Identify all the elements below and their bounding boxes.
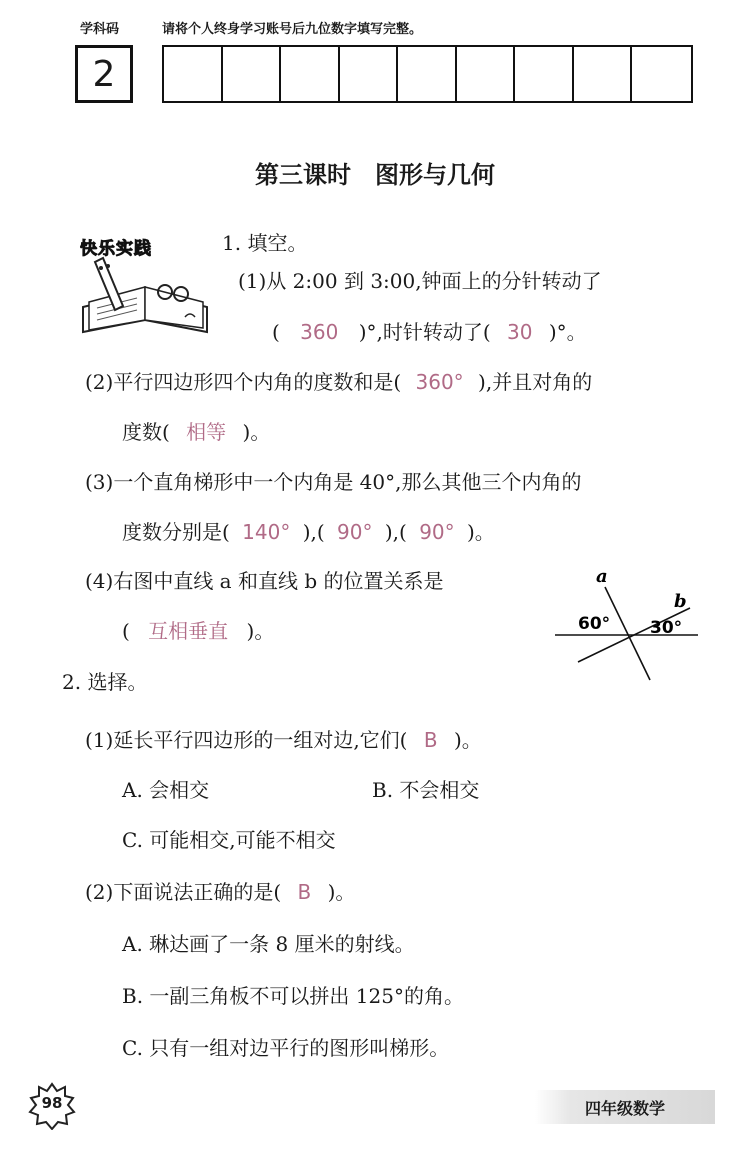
paren-open: ( (122, 619, 130, 643)
digit-box[interactable] (457, 47, 516, 101)
subject-code-label: 学科码 (80, 22, 120, 37)
q1-p4-line2 (122, 621, 274, 641)
text-segment: 度数( (122, 420, 170, 444)
text-segment: (2)平行四边形四个内角的度数和是( (85, 370, 402, 394)
digit-box[interactable] (574, 47, 633, 101)
paren-open: ( (272, 320, 280, 344)
digit-box[interactable] (281, 47, 340, 101)
subject-code-value: 2 (92, 53, 116, 95)
q1-p2-line2 (122, 422, 270, 442)
text-segment: (1)延长平行四边形的一组对边,它们( (85, 728, 408, 752)
q1-p2-line1 (85, 372, 592, 392)
q2-p2-option-c: C. 只有一组对边平行的图形叫梯形。 (122, 1036, 450, 1060)
digit-box[interactable] (164, 47, 223, 101)
digit-box[interactable] (515, 47, 574, 101)
digit-box[interactable] (632, 47, 691, 101)
q2-p2-option-b: B. 一副三角板不可以拼出 125°的角。 (122, 984, 464, 1008)
label-angle-60: 60° (578, 614, 611, 634)
account-instruction: 请将个人终身学习账号后九位数字填写完整。 (162, 22, 423, 37)
answer-angle-3: 90° (419, 520, 455, 544)
label-b: b (674, 591, 687, 612)
q2-p1-option-b: B. 不会相交 (372, 778, 480, 802)
text-segment: (2)下面说法正确的是( (85, 880, 282, 904)
label-angle-30: 30° (650, 618, 683, 638)
text-segment: )。 (327, 880, 356, 904)
q2-heading: 2. 选择。 (62, 670, 148, 694)
lesson-title: 第三课时 图形与几何 (255, 161, 495, 189)
line-a (605, 587, 650, 680)
q1-p1-line1: (1)从 2:00 到 3:00,钟面上的分针转动了 (238, 269, 602, 293)
answer-minute-hand: 360 (300, 320, 339, 344)
answer-hour-hand: 30 (507, 320, 533, 344)
answer-angle-1: 140° (242, 520, 291, 544)
q1-p3-line2 (122, 522, 495, 542)
q2-p2-question (85, 882, 355, 902)
digit-box[interactable] (398, 47, 457, 101)
text-segment: )°,时针转动了( (358, 320, 491, 344)
answer-q2-1: B (423, 728, 438, 752)
label-a: a (596, 566, 608, 587)
account-digit-boxes (162, 45, 693, 103)
grade-label: 四年级数学 (585, 1099, 666, 1118)
text-segment: 度数分别是( (122, 520, 230, 544)
q1-p4-line1: (4)右图中直线 a 和直线 b 的位置关系是 (85, 569, 444, 593)
answer-angle-sum: 360° (415, 370, 464, 394)
answer-angle-2: 90° (337, 520, 373, 544)
q1-p1-line2 (272, 322, 587, 342)
q1-heading: 1. 填空。 (222, 231, 308, 255)
answer-opposite-angles: 相等 (186, 420, 227, 444)
text-segment: ),并且对角的 (478, 370, 593, 394)
page-number: 98 (41, 1094, 63, 1112)
text-segment: )。 (453, 728, 482, 752)
text-segment: )。 (246, 619, 275, 643)
answer-line-relation: 互相垂直 (148, 619, 229, 643)
subject-code-box (75, 45, 133, 103)
text-segment: )。 (242, 420, 271, 444)
digit-box[interactable] (223, 47, 282, 101)
badge-label: 快乐实践 (80, 239, 152, 259)
q2-p1-option-c: C. 可能相交,可能不相交 (122, 828, 336, 852)
q2-p2-option-a: A. 琳达画了一条 8 厘米的射线。 (122, 932, 415, 956)
angle-figure (550, 565, 710, 685)
q2-p1-option-a: A. 会相交 (122, 778, 210, 802)
answer-q2-2: B (297, 880, 312, 904)
text-segment: ),( (302, 520, 325, 544)
q1-p3-line1: (3)一个直角梯形中一个内角是 40°,那么其他三个内角的 (85, 470, 582, 494)
text-segment: ),( (384, 520, 407, 544)
text-segment: )°。 (548, 320, 587, 344)
q2-p1-question (85, 730, 482, 750)
digit-box[interactable] (340, 47, 399, 101)
text-segment: )。 (467, 520, 495, 544)
